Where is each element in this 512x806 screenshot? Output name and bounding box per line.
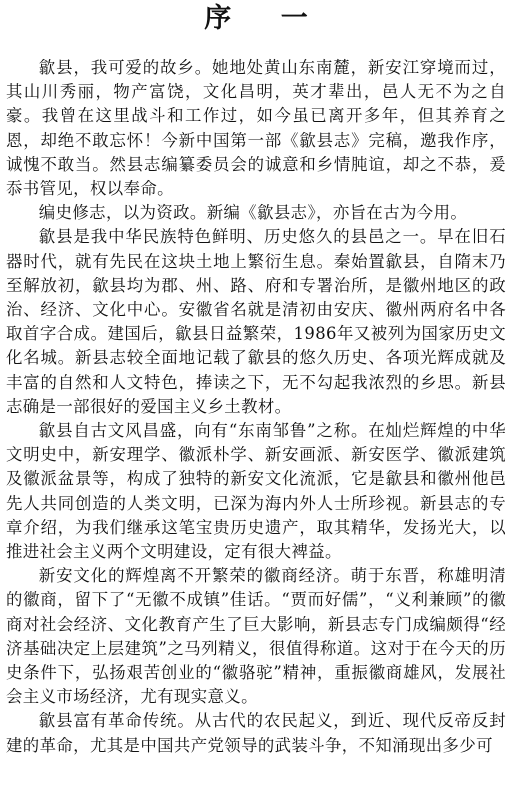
paragraph-4: 歙县自古文风昌盛，向有“东南邹鲁”之称。在灿烂辉煌的中华文明史中，新安理学、徽派朴学、新安画派、新安医学、徽派建筑及徽派盆景等，构成了独特的新安文化流派，它是歙县和徽州他邑先人共同创造的人类文明，已深为海内外人士所珍视。新县志的专章介绍，为我们继承这笔宝贵历史遗产，取其精华，发扬光大，以推进社会主义两个文明建设，定有很大裨益。 — [6, 421, 506, 562]
paragraph-2: 编史修志，以为资政。新编《歙县志》，亦旨在古为今用。 — [38, 203, 468, 223]
paragraph-6: 歙县富有革命传统。从古代的农民起义，到近、现代反帝反封建的革命，尤其是中国共产党领导的武装斗争，不知涌现出多少可 — [6, 711, 506, 755]
paragraph-1: 歙县，我可爱的故乡。她地处黄山东南麓，新安江穿境而过，其山川秀丽，物产富饶，文化昌明，英才辈出，邑人无不为之自豪。我曾在这里战斗和工作过，如今虽已离开多年，但其养育之恩，却绝不敢忘怀！今新中国第一部《歙县志》完稿，邀我作序，诚愧不敢当。然县志编纂委员会的诚意和乡情肫谊，却之不恭，爰忝书管见，权以奉命。 — [6, 58, 506, 199]
paragraph-3: 歙县是我中华民族特色鲜明、历史悠久的县邑之一。早在旧石器时代，就有先民在这块土地上繁衍生息。秦始置歙县，自隋末乃至解放初，歙县均为郡、州、路、府和专署治所，是徽州地区的政治、经济、文化中心。安徽省名就是清初由安庆、徽州两府名中各取首字合成。建国后，歙县日益繁荣，1986年又被列为国家历史文化名城。新县志较全面地记载了歙县的悠久历史、各项光辉成就及丰富的自然和人文特色，捧读之下，无不勾起我浓烈的乡思。新县志确是一部很好的爱国主义乡土教材。 — [6, 227, 506, 416]
page-title: 序 一 — [204, 3, 328, 34]
body-text — [6, 56, 506, 758]
paragraph-5: 新安文化的辉煌离不开繁荣的徽商经济。萌于东晋，称雄明清的徽商，留下了“无徽不成镇”佳话。“贾而好儒”，“义利兼顾”的徽商对社会经济、文化教育产生了巨大影响，新县志专门成编颇得“经济基础决定上层建筑”之马列精义，很值得称道。这对于在今天的历史条件下，弘扬艰苦创业的“徽骆驼”精神，重振徽商雄风，发展社会主义市场经济，尤有现实意义。 — [6, 566, 506, 707]
